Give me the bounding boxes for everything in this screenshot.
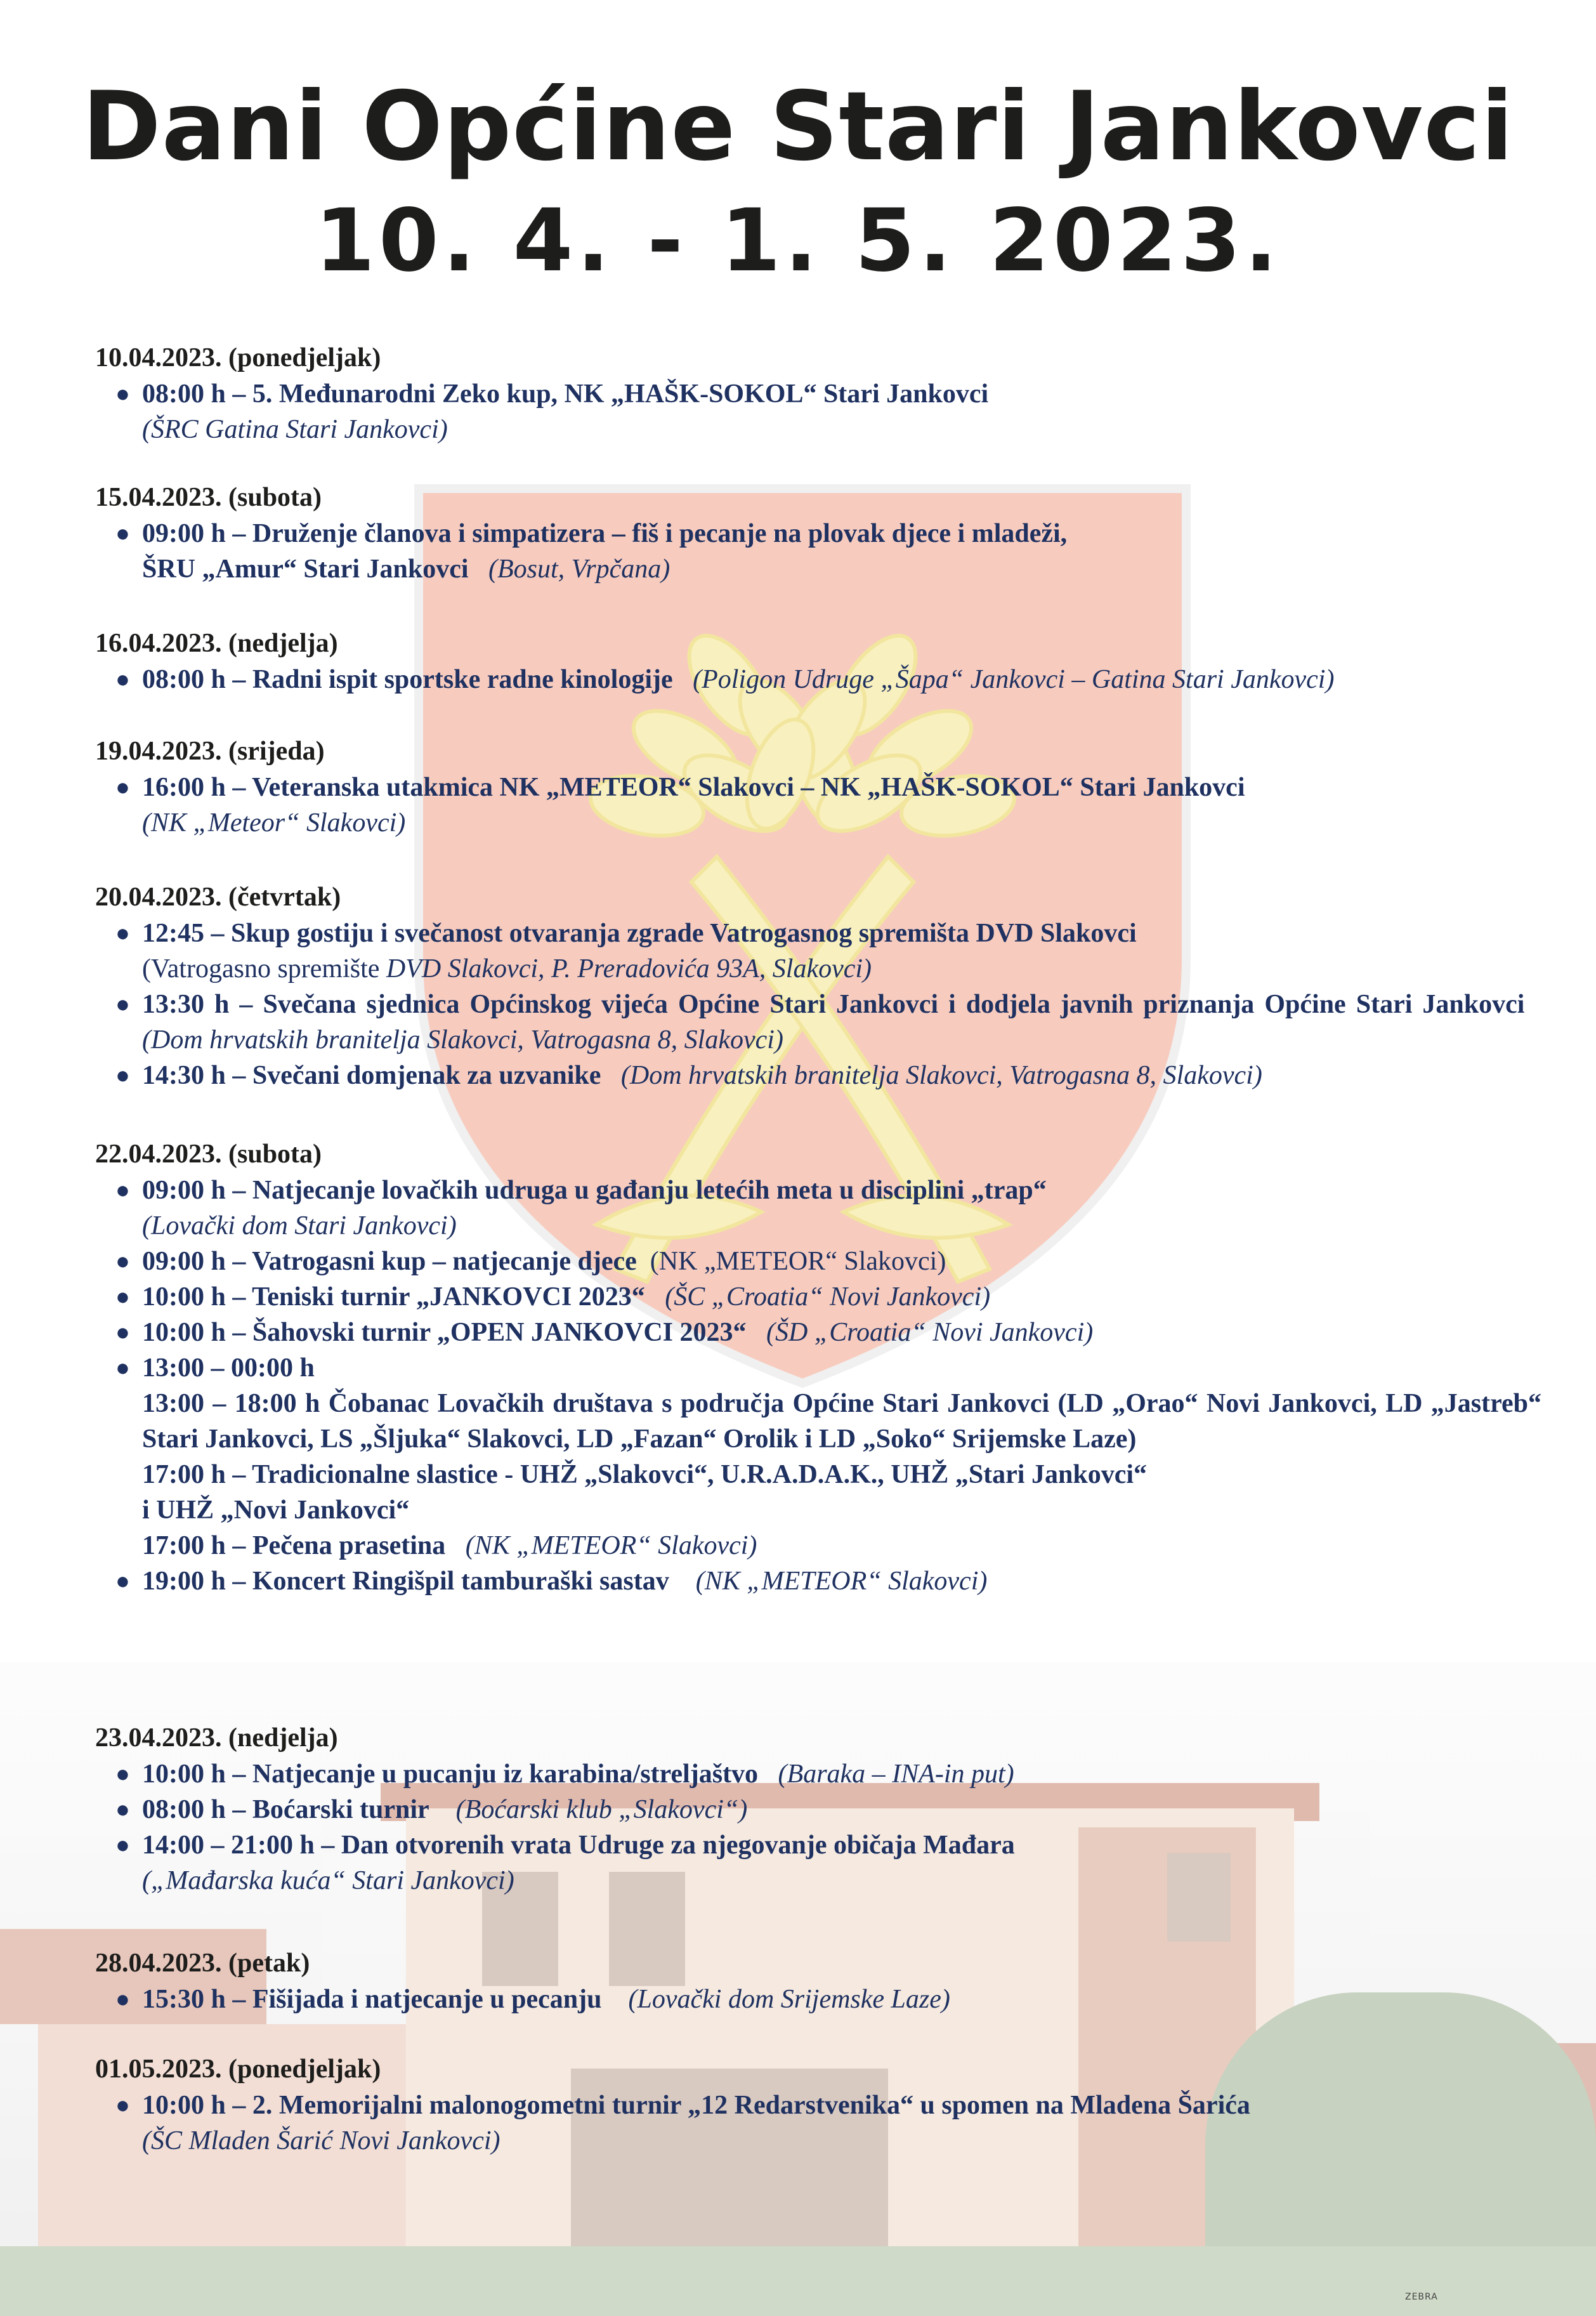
day-block: [95, 625, 1541, 697]
bullet-icon: ●: [115, 2092, 130, 2119]
event-location: (Lovački dom Srijemske Laze): [628, 1985, 950, 2014]
event-item: [95, 376, 1541, 447]
event-item: [95, 1244, 1541, 1279]
day-block: [95, 1945, 1541, 2017]
event-location: (NK „METEOR“ Slakovci): [465, 1531, 757, 1560]
day-block: [95, 2051, 1541, 2159]
event-location: (NK „Meteor“ Slakovci): [142, 808, 406, 838]
bullet-icon: ●: [115, 1568, 130, 1595]
event-location: („Mađarska kuća“ Stari Jankovci): [142, 1866, 514, 1895]
event-text: 09:00 h – Vatrogasni kup – natjecanje djece: [142, 1247, 637, 1276]
event-item: [95, 516, 1541, 587]
bullet-icon: ●: [115, 520, 130, 547]
event-text: 08:00 h – Radni ispit sportske radne kinologije: [142, 665, 673, 694]
event-item: [95, 1563, 1541, 1599]
day-date: 22.04.2023. (subota): [95, 1140, 322, 1169]
bullet-icon: ●: [115, 920, 130, 947]
day-block: [95, 479, 1541, 587]
event-item: [95, 1058, 1541, 1093]
event-location: (Boćarski klub „Slakovci“): [455, 1795, 748, 1824]
event-location: (ŠRC Gatina Stari Jankovci): [142, 415, 448, 444]
event-text: 08:00 h – Boćarski turnir: [142, 1795, 429, 1824]
bullet-icon: ●: [115, 991, 130, 1018]
event-subitem: 17:00 h – Tradicionalne slastice - UHŽ „Slakovci“, U.R.A.D.A.K., UHŽ „Stari Jankovci“: [142, 1460, 1148, 1489]
day-block: [95, 1720, 1541, 1898]
event-location: (ŠC „Croatia“ Novi Jankovci): [665, 1282, 991, 1312]
bullet-icon: ●: [115, 1832, 130, 1859]
event-text: 08:00 h – 5. Međunarodni Zeko kup, NK „HAŠK-SOKOL“ Stari Jankovci: [142, 379, 989, 409]
event-item: [95, 2088, 1541, 2159]
bullet-icon: ●: [115, 1062, 130, 1089]
event-item: [95, 770, 1541, 841]
bullet-icon: ●: [115, 1248, 130, 1275]
bullet-icon: ●: [115, 774, 130, 801]
event-text: 13:00 – 00:00 h: [142, 1353, 315, 1383]
event-location: (Lovački dom Stari Jankovci): [142, 1211, 457, 1240]
event-location-plain: (NK „METEOR“ Slakovci): [650, 1247, 946, 1276]
event-text: 10:00 h – Šahovski turnir „OPEN JANKOVCI 2023“: [142, 1318, 747, 1347]
day-date: 19.04.2023. (srijeda): [95, 737, 325, 766]
event-text: 09:00 h – Natjecanje lovačkih udruga u gađanju letećih meta u disciplini „trap“: [142, 1176, 1047, 1205]
event-item: [95, 1315, 1541, 1350]
day-date: 28.04.2023. (petak): [95, 1949, 310, 1978]
event-item: [95, 1827, 1541, 1898]
day-block: [95, 733, 1541, 841]
day-date: 10.04.2023. (ponedjeljak): [95, 343, 381, 372]
event-item: [95, 1792, 1541, 1827]
event-location: (NK „METEOR“ Slakovci): [695, 1567, 988, 1596]
day-date: 15.04.2023. (subota): [95, 483, 322, 512]
event-text: 16:00 h – Veteranska utakmica NK „METEOR“ Slakovci – NK „HAŠK-SOKOL“ Stari Jankovci: [142, 773, 1245, 802]
day-block: [95, 879, 1541, 1093]
event-text: 10:00 h – Natjecanje u pucanju iz karabina/streljaštvo: [142, 1760, 759, 1789]
event-text: 14:00 – 21:00 h – Dan otvorenih vrata Udruge za njegovanje običaja Mađara: [142, 1831, 1015, 1860]
event-location-plain: (Vatrogasno spremište: [142, 954, 380, 984]
event-location: DVD Slakovci, P. Preradovića 93A, Slakovci): [386, 954, 872, 984]
event-text: 15:30 h – Fišijada i natjecanje u pecanju: [142, 1985, 602, 2014]
day-block: [95, 339, 1541, 447]
bullet-icon: ●: [115, 1761, 130, 1787]
event-subitem: 17:00 h – Pečena prasetina: [142, 1531, 446, 1560]
day-block: [95, 1136, 1541, 1599]
event-text-line2: ŠRU „Amur“ Stari Jankovci: [142, 555, 469, 584]
day-date: 01.05.2023. (ponedjeljak): [95, 2055, 381, 2084]
bullet-icon: ●: [115, 1284, 130, 1310]
event-text: 19:00 h – Koncert Ringišpil tamburaški sastav: [142, 1567, 669, 1596]
event-location: (Poligon Udruge „Šapa“ Jankovci – Gatina Stari Jankovci): [693, 665, 1335, 694]
event-location: (Baraka – INA-in put): [778, 1760, 1014, 1789]
event-item: [95, 1982, 1541, 2017]
day-date: 16.04.2023. (nedjelja): [95, 629, 338, 658]
event-text: 09:00 h – Druženje članova i simpatizera – fiš i pecanje na plovak djece i mladeži,: [142, 519, 1068, 548]
event-item: [95, 662, 1541, 697]
bullet-icon: ●: [115, 381, 130, 407]
bullet-icon: ●: [115, 666, 130, 693]
event-item: [95, 916, 1541, 987]
event-text: 12:45 – Skup gostiju i svečanost otvaranja zgrade Vatrogasnog spremišta DVD Slakovci: [142, 919, 1137, 948]
event-location: (ŠD „Croatia“ Novi Jankovci): [766, 1318, 1094, 1347]
bullet-icon: ●: [115, 1986, 130, 2013]
event-location: (Dom hrvatskih branitelja Slakovci, Vatrogasna 8, Slakovci): [620, 1061, 1262, 1090]
event-subitem: 13:00 – 18:00 h Čobanac Lovačkih društava s područja Općine Stari Jankovci (LD „Orao“ Novi Jankovci, LD „Jastreb“ Stari Jankovci, LS „Šljuka“ Slakovci, LD „Fazan“ Orolik i LD „Soko“ Srijemske Laze): [142, 1389, 1541, 1454]
event-text: 10:00 h – 2. Memorijalni malonogometni turnir „12 Redarstvenika“ u spomen na Mladena Šarića: [142, 2091, 1250, 2120]
day-date: 23.04.2023. (nedjelja): [95, 1723, 338, 1753]
event-item: [95, 1173, 1541, 1244]
event-location: (ŠC Mladen Šarić Novi Jankovci): [142, 2126, 500, 2155]
page-title: Dani Općine Stari Jankovci: [82, 72, 1514, 182]
bullet-icon: ●: [115, 1319, 130, 1346]
day-date: 20.04.2023. (četvrtak): [95, 883, 341, 912]
bullet-icon: ●: [115, 1796, 130, 1823]
event-text: 13:30 h – Svečana sjednica Općinskog vijeća Općine Stari Jankovci i dodjela javnih priznanja Općine Stari Jankovci: [142, 990, 1525, 1019]
event-location: (Bosut, Vrpčana): [488, 555, 670, 584]
bullet-icon: ●: [115, 1177, 130, 1204]
event-text: 10:00 h – Teniski turnir „JANKOVCI 2023“: [142, 1282, 645, 1312]
event-item: [95, 1350, 1541, 1563]
event-item: [95, 987, 1541, 1058]
event-subitem: i UHŽ „Novi Jankovci“: [142, 1496, 410, 1525]
event-item: [95, 1756, 1541, 1792]
printer-imprint: ZEBRA: [1405, 2292, 1438, 2302]
bullet-icon: ●: [115, 1355, 130, 1381]
event-item: [95, 1279, 1541, 1315]
event-dates: 10. 4. - 1. 5. 2023.: [315, 191, 1281, 291]
event-text: 14:30 h – Svečani domjenak za uzvanike: [142, 1061, 601, 1090]
event-location: (Dom hrvatskih branitelja Slakovci, Vatrogasna 8, Slakovci): [142, 1025, 783, 1055]
